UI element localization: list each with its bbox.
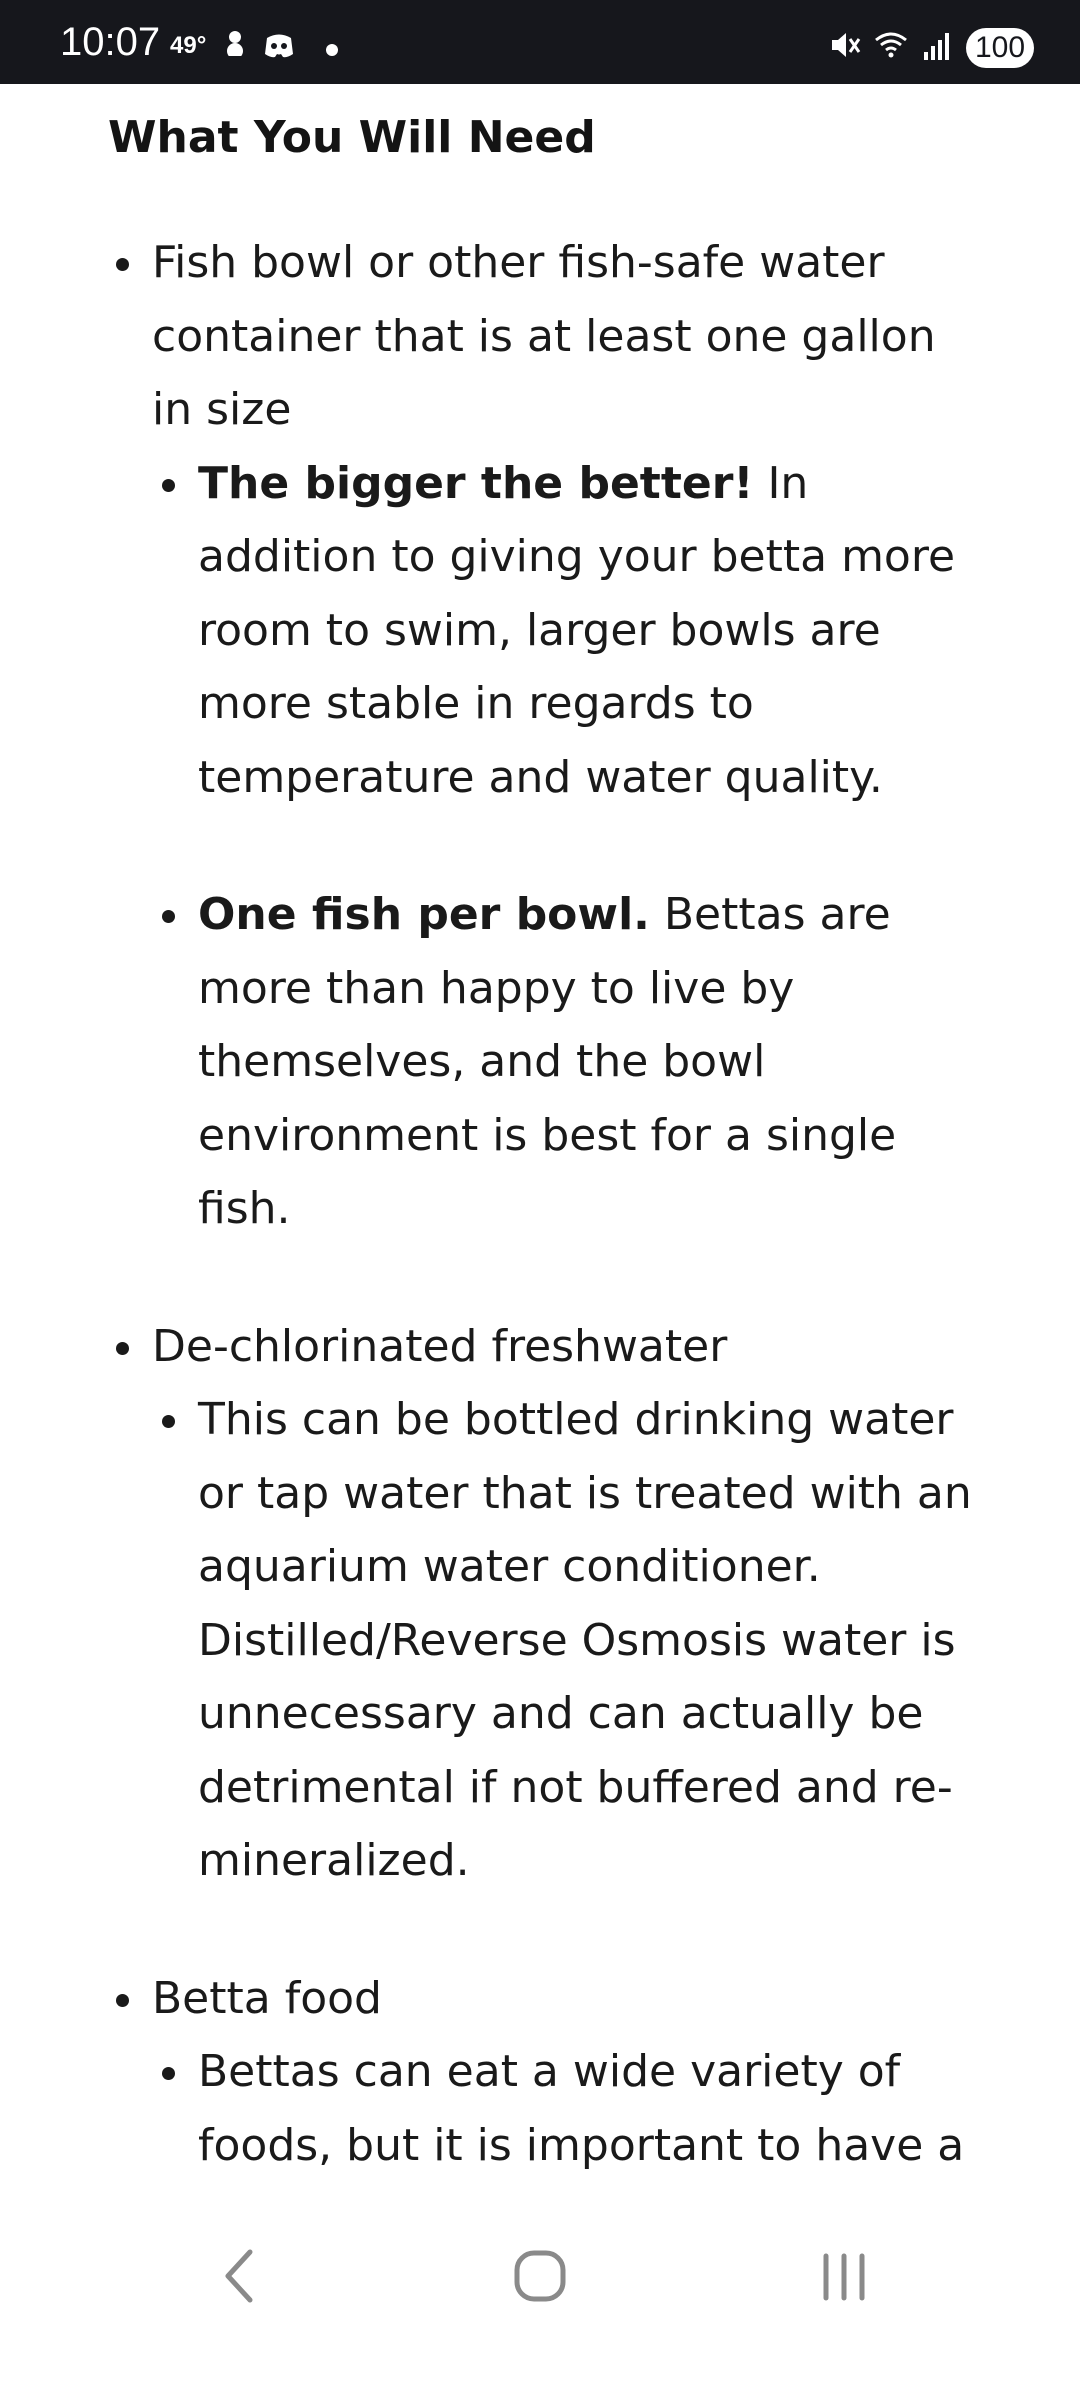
sub-item-text: This can be bottled drinking water or tap water that is treated with an aquarium water conditioner. Distilled/Reverse Osmosis water is unnecessary and can actually be detrimental if not buffered and re-mineralized. [198, 1394, 972, 1886]
back-icon[interactable] [200, 2236, 280, 2316]
list-item [152, 1310, 972, 1898]
bullet [116, 258, 129, 271]
weather-icon [218, 28, 252, 62]
bullet [162, 2067, 175, 2080]
sub-item-text: In addition to giving your betta more room to swim, larger bowls are more stable in regards to temperature and water quality. [198, 457, 956, 803]
bullet [116, 1342, 129, 1355]
sub-list [152, 1383, 998, 1898]
article-body [0, 226, 1080, 2393]
battery-indicator: 100 [966, 28, 1034, 68]
section-heading: What You Will Need [108, 112, 596, 163]
bullet [162, 479, 175, 492]
notification-dot-icon [326, 44, 338, 56]
article-scroll-area[interactable] [0, 84, 1080, 2200]
sub-item-text: Bettas can eat a wide variety of foods, but it is important to have a [198, 2046, 965, 2171]
sub-list-item [198, 878, 998, 1246]
bullet [116, 1994, 129, 2007]
sub-item-text: Bettas are more than happy to live by themselves, and the bowl environment is best for a single fish. [198, 889, 897, 1234]
sub-list-item [198, 1383, 998, 1898]
list-item-text: De-chlorinated freshwater [152, 1320, 728, 1372]
list-item-text: Fish bowl or other fish-safe water container that is at least one gallon in size [152, 237, 936, 435]
recent-apps-icon[interactable] [804, 2236, 884, 2316]
bullet [162, 910, 175, 923]
list-item-text: Betta food [152, 1972, 382, 2024]
sub-list [152, 447, 998, 1246]
mute-icon [828, 28, 862, 62]
supply-list [0, 226, 972, 2329]
sub-item-bold-text: One fish per bowl. [198, 889, 650, 940]
sub-list-item [198, 447, 998, 815]
sub-item-bold-text: The bigger the better! [198, 457, 754, 509]
temperature: 49° [170, 32, 207, 59]
bullet [162, 1415, 175, 1428]
status-bar [0, 0, 1080, 84]
list-item [152, 226, 972, 1246]
home-icon[interactable] [500, 2236, 580, 2316]
clock: 10:07 [60, 20, 161, 64]
signal-icon [920, 28, 954, 62]
discord-icon [262, 28, 296, 62]
navigation-bar [0, 2200, 1080, 2340]
wifi-icon [874, 28, 908, 62]
